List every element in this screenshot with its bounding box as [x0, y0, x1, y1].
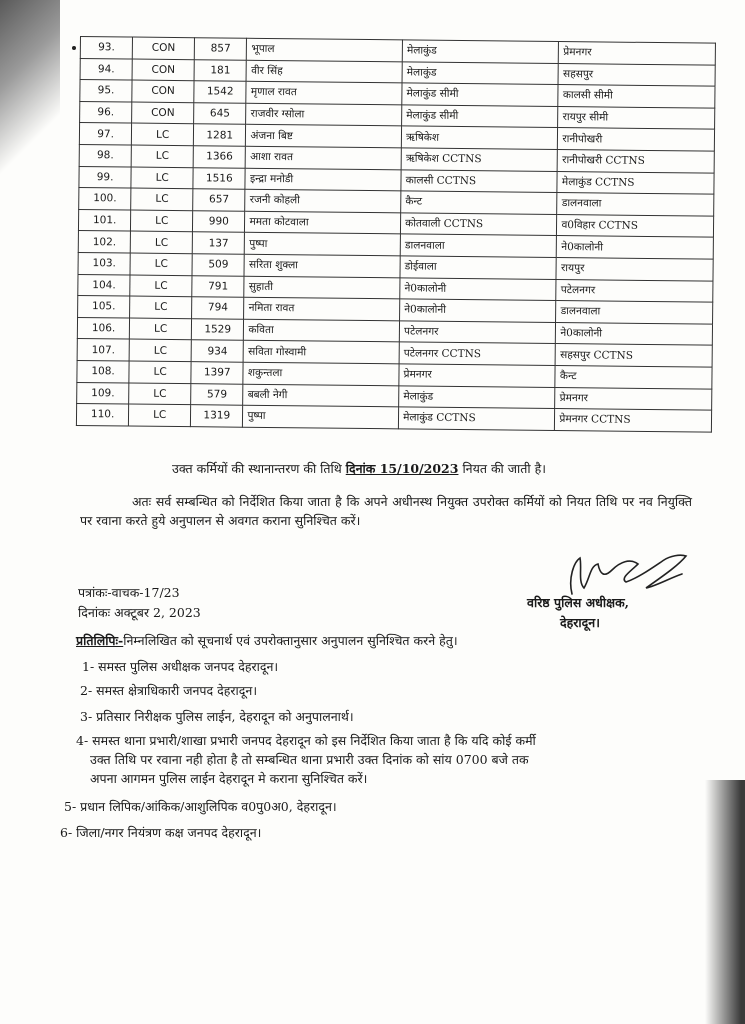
table-cell: पटेलनगर	[399, 321, 556, 344]
table-cell: 103.	[78, 252, 130, 274]
copy-item-4-cont-2: अपना आगमन पुलिस लाईन देहरादून मे कराना सुनिश्चित करें।	[90, 771, 368, 786]
table-cell: LC	[130, 253, 192, 275]
table-cell: 181	[194, 59, 247, 81]
table-cell: 1281	[193, 124, 246, 146]
table-cell: CON	[132, 102, 194, 124]
table-cell: पटेलनगर CCTNS	[399, 342, 556, 365]
table-cell: 99.	[79, 166, 131, 188]
table-cell: 107.	[77, 339, 129, 361]
table-cell: डालनवाला	[557, 193, 714, 216]
table-cell: नमिता रावत	[244, 297, 400, 320]
table-cell: मेलाकुंड CCTNS	[557, 171, 714, 194]
table-cell: सरिता शुक्ला	[244, 254, 400, 277]
table-cell: LC	[129, 339, 191, 361]
table-cell: इन्द्रा मनोडी	[245, 168, 401, 191]
table-cell: 1366	[193, 146, 246, 168]
table-cell: 110.	[76, 404, 128, 426]
copy-item-3: 3- प्रतिसार निरीक्षक पुलिस लाईन, देहरादून को अनुपालनार्थ।	[80, 709, 354, 724]
table-cell: 101.	[78, 209, 130, 231]
table-cell: सहसपुर CCTNS	[556, 344, 713, 367]
table-cell: सविता गोस्वामी	[244, 341, 400, 364]
copy-intro: निम्नलिखित को सूचनार्थ एवं उपरोक्तानुसार अनुपालन सुनिश्चित करने हेतु।	[123, 633, 458, 648]
table-cell: पटेलनगर	[556, 279, 713, 302]
table-cell: LC	[131, 145, 193, 167]
table-cell: 102.	[78, 231, 130, 253]
signatory-place: देहरादून।	[560, 615, 600, 630]
table-cell: ऋषिकेश	[401, 126, 558, 149]
instruction-paragraph: अतः सर्व सम्बन्धित को निर्देशित किया जाता है कि अपने अधीनस्थ नियुक्त उपरोक्त कर्मियों को नियत तिथि पर नव नियुक्ति पर रवाना करते हुये अनुपालन से अवगत कराना सुनिश्चित करें।	[80, 494, 692, 528]
signatory-designation: वरिष्ठ पुलिस अधीक्षक,	[527, 595, 630, 610]
table-cell: मेलाकुंड CCTNS	[399, 407, 556, 430]
scan-shadow-left	[0, 0, 60, 190]
table-cell: LC	[130, 231, 192, 253]
letter-date: दिनांकः अक्टूबर 2, 2023	[78, 605, 201, 620]
table-cell: कोतवाली CCTNS	[401, 213, 558, 236]
table-cell: CON	[133, 37, 195, 59]
table-cell: प्रेमनगर	[555, 387, 712, 410]
table-cell: प्रेमनगर	[399, 364, 556, 387]
table-cell: रायपुर सीमी	[558, 106, 715, 129]
table-cell: 137	[192, 232, 245, 254]
table-cell: ने0कालोनी	[557, 236, 714, 259]
table-cell: पुष्पा	[243, 405, 399, 428]
table-cell: अंजना बिष्ट	[246, 125, 402, 148]
table-cell: मृणाल रावत	[246, 81, 402, 104]
punch-mark	[72, 46, 76, 50]
table-cell: मेलाकुंड सीमी	[402, 105, 559, 128]
transfer-date-pre: उक्त कर्मियों की स्थानान्तरण की तिथि	[172, 461, 342, 476]
table-cell: प्रेमनगर	[559, 42, 716, 65]
copy-item-4: 4- समस्त थाना प्रभारी/शाखा प्रभारी जनपद देहरादून को इस निर्देशित किया जाता है कि यदि कोई कर्मी	[76, 733, 536, 748]
copy-item-6: 6- जिला/नगर नियंत्रण कक्ष जनपद देहरादून।	[60, 825, 262, 840]
table-cell: 93.	[80, 37, 132, 59]
table-cell: LC	[129, 404, 191, 426]
table-cell: 97.	[79, 123, 131, 145]
table-cell: डालनवाला	[556, 301, 713, 324]
table-cell: LC	[131, 188, 193, 210]
table-cell: ने0कालोनी	[400, 299, 557, 322]
table-cell: रायपुर	[556, 257, 713, 280]
table-cell: सहसपुर	[558, 63, 715, 86]
table-cell: रजनी कोहली	[245, 189, 401, 212]
table-cell: मेलाकुंड	[399, 385, 556, 408]
table-cell: 95.	[80, 80, 132, 102]
table-cell: 100.	[79, 188, 131, 210]
table-cell: कालसी सीमी	[558, 85, 715, 108]
table-cell: 96.	[80, 101, 132, 123]
table-cell: 94.	[80, 58, 132, 80]
table-cell: सुहाती	[244, 276, 400, 299]
copy-line	[76, 632, 458, 650]
transfer-date-post: नियत की जाती है।	[462, 461, 546, 476]
table-cell: 105.	[78, 296, 130, 318]
table-cell: LC	[130, 296, 192, 318]
table-cell: डालनवाला	[400, 234, 557, 257]
table-cell: 108.	[77, 360, 129, 382]
table-cell: 857	[194, 38, 247, 60]
table-cell: LC	[132, 123, 194, 145]
table-cell: 1542	[194, 81, 247, 103]
table-cell: CON	[132, 59, 194, 81]
table-cell: ने0कालोनी	[556, 322, 713, 345]
table-cell: भूपाल	[247, 38, 403, 61]
table-cell: 104.	[78, 274, 130, 296]
table-cell: LC	[130, 318, 192, 340]
copy-item-2: 2- समस्त क्षेत्राधिकारी जनपद देहरादून।	[80, 683, 258, 698]
table-cell: व0विहार CCTNS	[557, 214, 714, 237]
transfer-table	[76, 36, 716, 432]
table-cell: बबली नेगी	[243, 384, 399, 407]
table-cell: ऋषिकेश CCTNS	[401, 148, 558, 171]
table-cell: 657	[193, 189, 246, 211]
copy-item-1: 1- समस्त पुलिस अधीक्षक जनपद देहरादून।	[82, 659, 279, 674]
table-cell: आशा रावत	[246, 146, 402, 169]
copy-heading: प्रतिलिपिः-	[76, 633, 124, 648]
table-cell: 509	[192, 254, 245, 276]
table-cell: ममता कोटवाला	[245, 211, 401, 234]
table-cell: कैन्ट	[401, 191, 558, 214]
copy-item-5: 5- प्रधान लिपिक/आंकिक/आशुलिपिक व0पु0अ0, देहरादून।	[64, 799, 337, 814]
table-cell: LC	[129, 383, 191, 405]
transfer-date: दिनांक 15/10/2023	[345, 461, 459, 476]
table-cell: 1319	[191, 405, 244, 427]
table-cell: कैन्ट	[555, 365, 712, 388]
table-cell: 106.	[77, 317, 129, 339]
table-cell: राजवीर ग्सोला	[246, 103, 402, 126]
table-cell: 1397	[191, 362, 244, 384]
table-cell: कालसी CCTNS	[401, 169, 558, 192]
table-cell: 794	[192, 297, 245, 319]
table-cell: 579	[191, 383, 244, 405]
table-cell: LC	[131, 167, 193, 189]
table-cell: कविता	[244, 319, 400, 342]
table-cell: 1529	[191, 318, 244, 340]
table-cell: मेलाकुंड सीमी	[402, 83, 559, 106]
letter-number: पत्रांकः-वाचक-17/23	[78, 585, 180, 600]
copy-item-4-cont-1: उक्त तिथि पर रवाना नही होता है तो सम्बन्धित थाना प्रभारी उक्त दिनांक को सांय 0700 बजे तक	[90, 752, 529, 767]
table-cell: CON	[132, 80, 194, 102]
transfer-date-line	[172, 460, 546, 478]
table-cell: 1516	[193, 167, 246, 189]
table-cell: पुष्पा	[245, 233, 401, 256]
table-cell: मेलाकुंड	[402, 61, 559, 84]
table-cell: ने0कालोनी	[400, 277, 557, 300]
table-cell: रानीपोखरी	[558, 128, 715, 151]
table-cell: 990	[193, 210, 246, 232]
table-cell: मेलाकुंड	[402, 40, 559, 63]
table-cell: 98.	[79, 144, 131, 166]
table-cell: LC	[130, 275, 192, 297]
scan-shadow-right	[705, 780, 745, 1024]
table-cell: प्रेमनगर CCTNS	[555, 409, 712, 432]
table-cell: 791	[192, 275, 245, 297]
table-cell: LC	[131, 210, 193, 232]
table-cell: डोईवाला	[400, 256, 557, 279]
table-cell: 109.	[77, 382, 129, 404]
table-cell: वीर सिंह	[247, 60, 403, 83]
table-cell: रानीपोखरी CCTNS	[558, 149, 715, 172]
table-cell: 934	[191, 340, 244, 362]
table-cell: शकुन्तला	[243, 362, 399, 385]
table-cell: 645	[194, 102, 247, 124]
table-cell: LC	[129, 361, 191, 383]
